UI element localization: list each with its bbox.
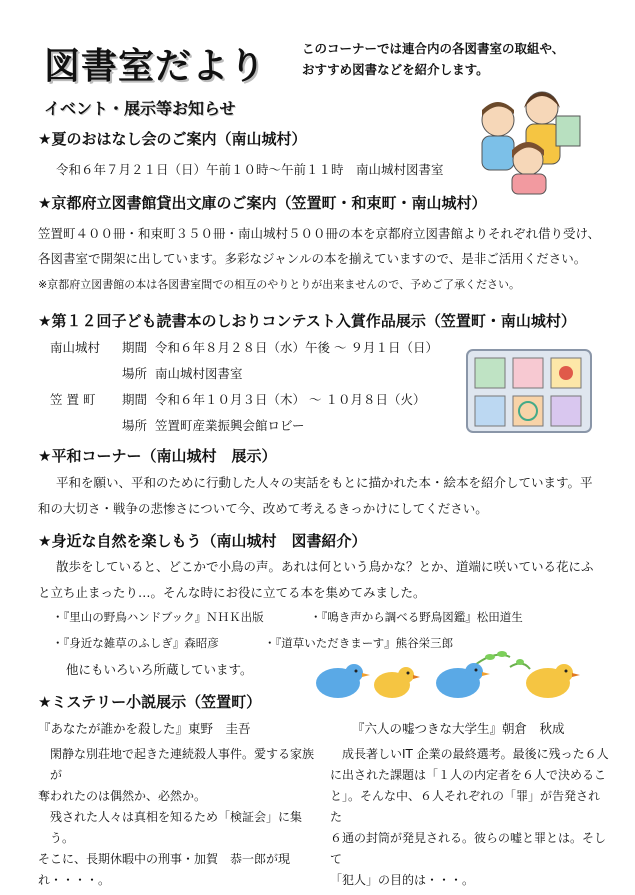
- section-subtitle: イベント・展示等お知らせ: [44, 99, 236, 118]
- event-body: 各図書室で開架に出しています。多彩なジャンルの本を揃えていますので、是非ご活用ください。: [38, 251, 587, 266]
- bookmark-board-illustration: [465, 348, 595, 436]
- place-label: 場所: [122, 366, 148, 381]
- period-value: 令和６年１０月３日（木） 〜 １０月８日（火）: [155, 392, 426, 407]
- event-heading-mystery: ★ミステリー小説展示（笠置町）: [38, 693, 262, 711]
- event-body: 平和を願い、平和のために行動した人々の実話をもとに描かれた本・絵本を紹介しています。平: [56, 475, 593, 490]
- event-heading-nature: ★身近な自然を楽しもう（南山城村 図書紹介）: [38, 532, 367, 550]
- period-label: 期間: [122, 340, 148, 355]
- place-value: 笠置町産業振興会館ロビー: [155, 418, 305, 433]
- event-body: と立ち止まったり…。そんな時にお役に立てる本を集めてみました。: [38, 585, 426, 600]
- event-body: 笠置町４００冊・和束町３５０冊・南山城村５００冊の本を京都府立図書館よりそれぞれ借り受け、: [38, 226, 601, 241]
- venue-name: 南山城村: [50, 340, 101, 355]
- book-item: ・『鳴き声から調べる野鳥図鑑』松田道生: [310, 610, 523, 624]
- period-label: 期間: [122, 392, 148, 407]
- book-item: ・『道草いただきまーす』熊谷栄三郎: [264, 636, 454, 650]
- birds-illustration: [310, 645, 585, 705]
- intro-text: このコーナーでは連合内の各図書室の取組や、 おすすめ図書などを紹介します。: [302, 41, 565, 77]
- event-note: ※京都府立図書館の本は各図書室間での相互のやりとりが出来ませんので、予めご了承ください。: [38, 278, 520, 291]
- book-item: ・『身近な雑草のふしぎ』森昭彦: [52, 636, 219, 650]
- event-heading-lending: ★京都府立図書館貸出文庫のご案内（笠置町・和束町・南山城村）: [38, 194, 487, 212]
- event-detail: 令和６年７月２１日（日）午前１０時〜午前１１時 南山城村図書室: [56, 162, 444, 177]
- event-heading-peace: ★平和コーナー（南山城村 展示）: [38, 447, 277, 465]
- book-desc-left: 閑静な別荘地で起きた連続殺人事件。愛する家族が 奪われたのは偶然か、必然か。 残された人々は真相を知るため「検証会」に集う。 そこに、長期休暇中の刑事・加賀 恭一郎が現れ・・・・。: [38, 747, 315, 887]
- book-title-left: 『あなたが誰かを殺した』東野 圭吾: [38, 721, 251, 736]
- place-label: 場所: [122, 418, 148, 433]
- children-reading-illustration: [460, 80, 590, 195]
- page-title: 図書室だより: [44, 46, 267, 87]
- book-desc-right: 成長著しいIT 企業の最終選考。最後に残った６人 に出された課題は「１人の内定者を６人で決めるこ と」。そんな中、６人それぞれの「罪」が告発された ６通の封筒が発見される。彼らの嘘と罪とは。そして 「犯人」の目的は・・・。: [330, 747, 609, 887]
- place-value: 南山城村図書室: [155, 366, 243, 381]
- event-body: 和の大切さ・戦争の悲惨さについて今、改めて考えるきっかけにしてください。: [38, 501, 488, 516]
- book-item: ・『里山の野鳥ハンドブック』ＮＨＫ出版: [52, 610, 264, 624]
- event-heading-bookmark: ★第１２回子ども読書本のしおりコンテスト入賞作品展示（笠置町・南山城村）: [38, 312, 576, 330]
- closing-text: 他にもいろいろ所蔵しています。: [66, 662, 253, 677]
- book-title-right: 『六人の嘘つきな大学生』朝倉 秋成: [352, 721, 565, 736]
- event-heading-storytime: ★夏のおはなし会のご案内（南山城村）: [38, 130, 307, 148]
- venue-name: 笠 置 町: [50, 392, 96, 407]
- event-body: 散歩をしていると、どこかで小鳥の声。あれは何という鳥かな？とか、道端に咲いている花にふ: [56, 559, 594, 574]
- period-value: 令和６年８月２８日（水）午後 〜 ９月１日（日）: [155, 340, 438, 355]
